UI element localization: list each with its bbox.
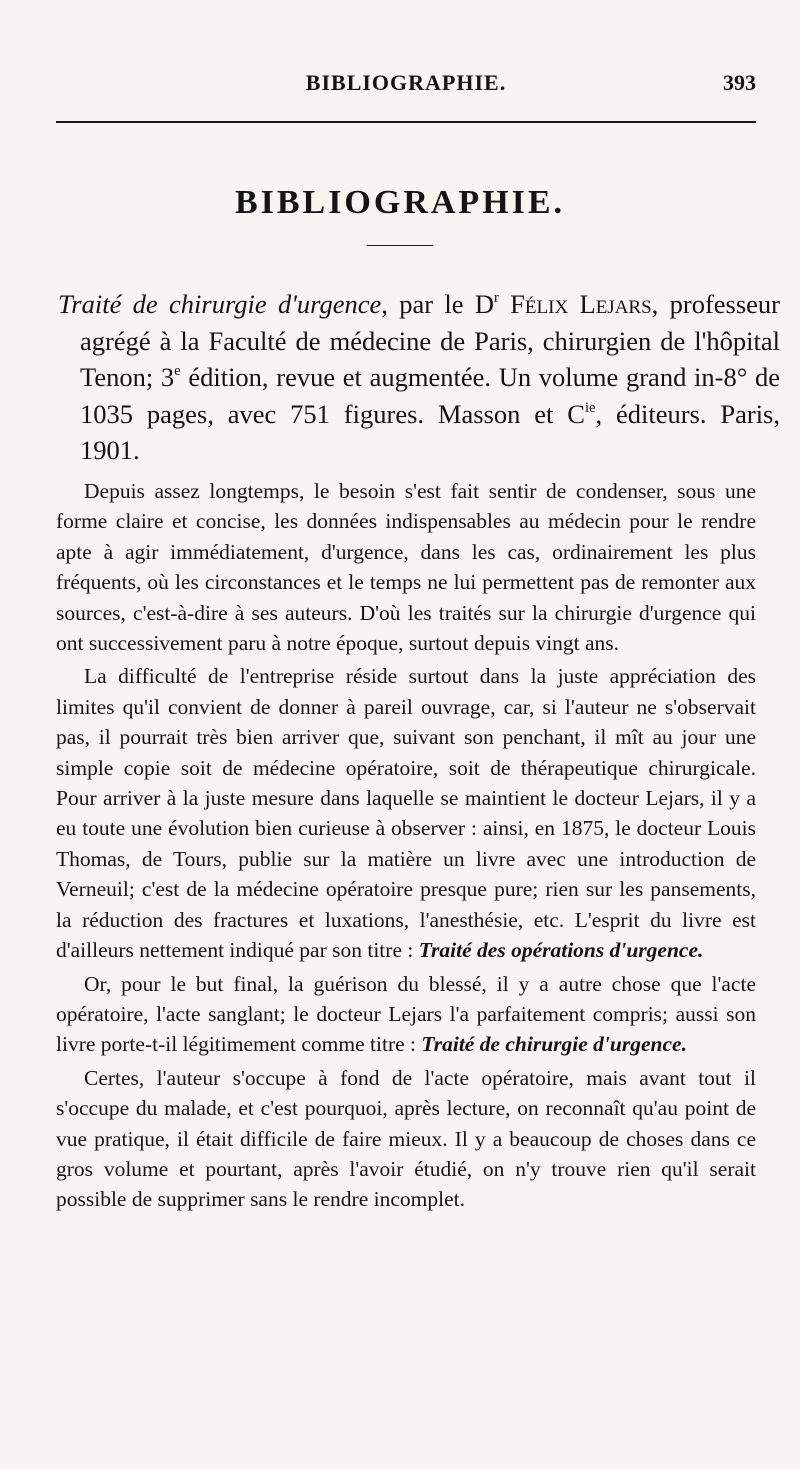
paragraph-2-text: La difficulté de l'entreprise réside surtout dans la juste appréciation des limites qu'il convient de donner à pareil ouvrage, car, si l'auteur ne s'observait pas, il pourrait très bien arriver que, suivant son penchant, il mît au jour une simple copie soit de médecine opératoire, soit de thérapeutique chirurgicale. Pour arriver à la juste mesure dans laquelle se maintient le docteur Lejars, il y a eu toute une évolution bien curieuse à observer : ainsi, en 1875, le docteur Louis Thomas, de Tours, publie sur la matière un livre avec une introduction de Verneuil; c'est de la médecine opératoire presque pure; rien sur les pansements, la réduction des fractures et luxations, l'anesthésie, etc. L'esprit du livre est d'ailleurs nettement indiqué par son titre :	[56, 664, 756, 963]
book-title: Traité de chirurgie d'urgence	[58, 289, 382, 319]
page-number: 393	[723, 70, 756, 95]
paragraph-1: Depuis assez longtemps, le besoin s'est fait sentir de condenser, sous une forme claire et concise, les données indispensables au médecin pour le rendre apte à agir immédiatement, d'urgence, dans les cas, ordinairement les plus fréquents, où les circonstances et le temps ne lui permettent pas de remonter aux sources, c'est-à-dire à ses auteurs. D'où les traités sur la chirurgie d'urgence qui ont successivement paru à notre époque, surtout depuis vingt ans.	[56, 479, 756, 656]
dr-superscript: r	[493, 290, 499, 307]
section-title: BIBLIOGRAPHIE.	[234, 184, 566, 221]
review-body	[56, 476, 756, 1218]
author-first-name: Félix	[498, 289, 580, 319]
company-superscript: ie	[584, 399, 596, 416]
entry-by: , par le D	[381, 289, 494, 319]
bibliographic-entry	[58, 286, 780, 469]
entry-description-1: , professeur agrégé à la Faculté de médecine de Paris, chirurgien de l'hôpital Tenon; 3	[80, 289, 781, 392]
running-head-title: BIBLIOGRAPHIE.	[305, 70, 507, 95]
paragraph-3	[56, 969, 756, 1060]
paragraph-3-text: Or, pour le but final, la guérison du blessé, il y a autre chose que l'acte opératoire, l'acte sanglant; le docteur Lejars l'a parfaitement compris; aussi son livre porte-t-il légitimement comme titre :	[56, 971, 756, 1057]
header-rule	[56, 121, 756, 123]
entry-description-3: , éditeurs. Paris, 1901.	[80, 398, 780, 465]
paragraph-2-cited-title: Traité des opérations d'urgence.	[418, 938, 704, 963]
running-head	[56, 70, 756, 100]
paragraph-4: Certes, l'auteur s'occupe à fond de l'acte opératoire, mais avant tout il s'occupe du malade, et c'est pourquoi, après lecture, on reconnaît qu'au point de vue pratique, il était difficile de faire mieux. Il y a beaucoup de choses dans ce gros volume et pourtant, après l'avoir étudié, on n'y trouve rien qu'il serait possible de supprimer sans le rendre incomplet.	[56, 1065, 756, 1212]
paragraph-3-cited-title: Traité de chirurgie d'urgence.	[421, 1032, 687, 1057]
author-last-name: Lejars	[579, 289, 652, 319]
entry-description-2: édition, revue et augmentée. Un volume grand in-8° de 1035 pages, avec 751 figures. Masson et C	[80, 362, 781, 429]
title-divider	[367, 245, 433, 246]
paragraph-2	[56, 661, 756, 965]
edition-superscript: e	[174, 363, 181, 380]
